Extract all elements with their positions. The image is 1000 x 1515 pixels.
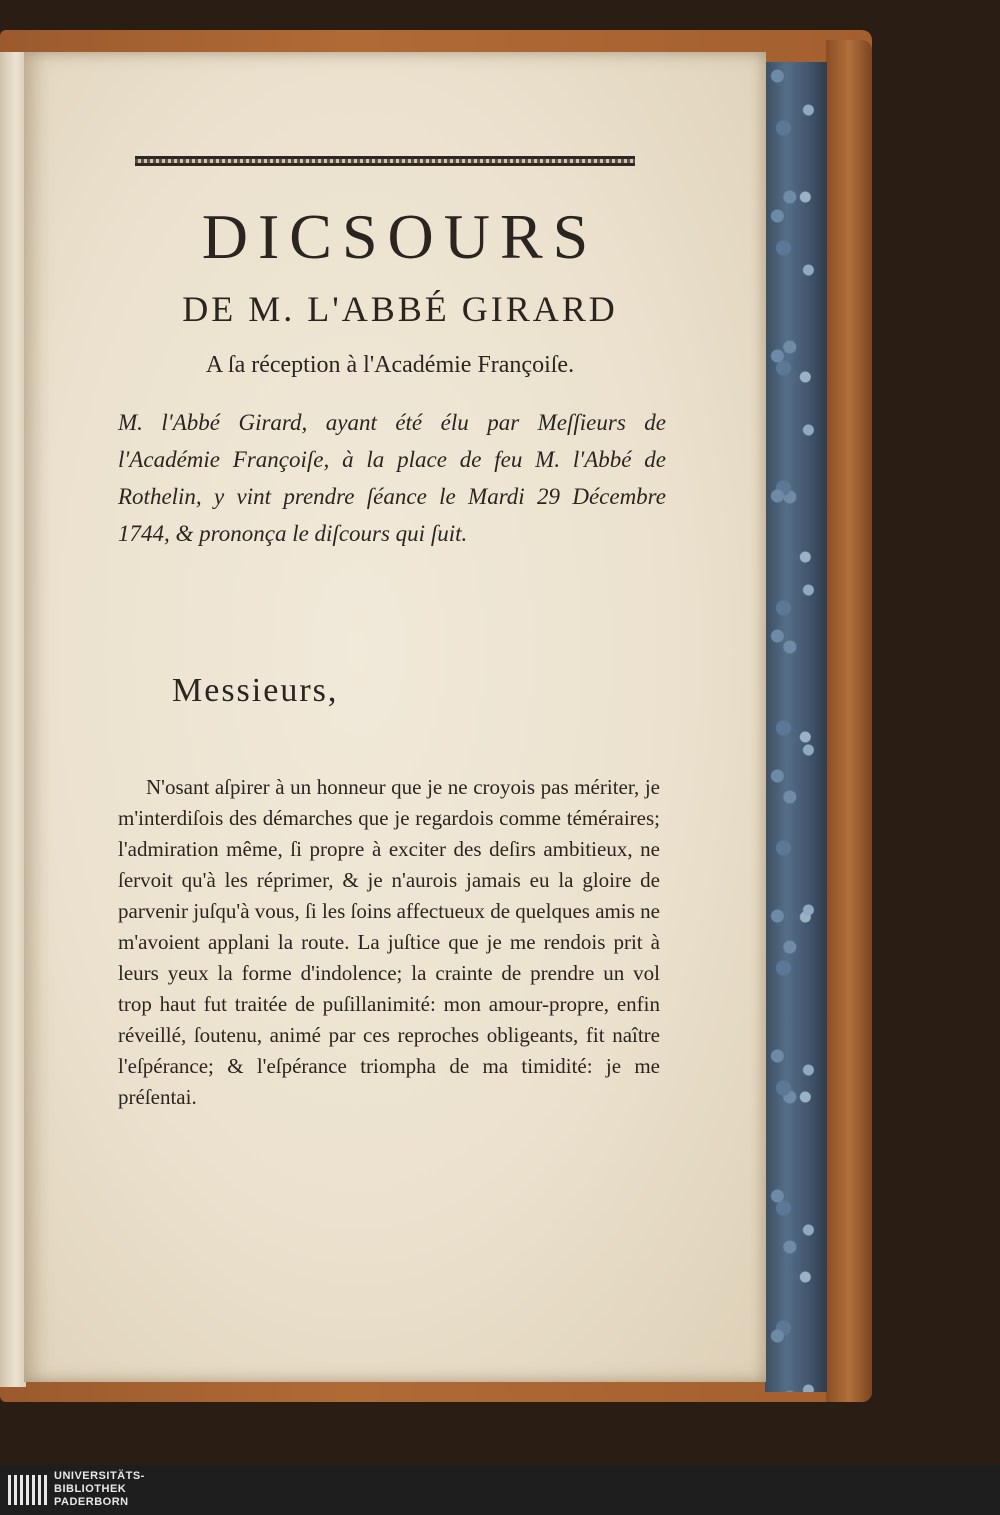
left-page-edge bbox=[0, 52, 26, 1387]
library-name-line2: BIBLIOTHEK bbox=[54, 1483, 127, 1495]
salutation: Messieurs, bbox=[172, 672, 339, 709]
body-paragraph: N'osant aſpirer à un honneur que je ne croyois pas mériter, je m'interdiſois des démarches que je regardois comme téméraires; l'admiration même, ſi propre à exciter des deſirs ambitieux, ne ſervoit qu'à les réprimer, & je n'aurois jamais eu la gloire de parvenir juſqu'à vous, ſi les ſoins affectueux de quelques amis ne m'avoient applani la route. La juſtice que je me rendois prit à leurs yeux la forme d'indolence; la crainte de prendre un vol trop haut fut traitée de puſillanimité: mon amour-propre, enfin réveillé, ſoutenu, animé par ces reproches obligeants, fit naître l'eſpérance; & l'eſpérance triompha de ma timidité: je me préſentai. bbox=[118, 775, 660, 1109]
reception-line: A ſa réception à l'Académie Françoiſe. bbox=[205, 352, 575, 378]
library-logo-icon bbox=[8, 1475, 48, 1505]
library-name bbox=[54, 1470, 145, 1509]
marbled-fore-edge bbox=[765, 62, 827, 1392]
library-name-line1: UNIVERSITÄTS- bbox=[54, 1470, 145, 1482]
page-title: DICSOURS bbox=[201, 201, 599, 272]
library-name-line3: PADERBORN bbox=[54, 1496, 129, 1508]
cover-edge bbox=[826, 40, 872, 1402]
library-footer bbox=[0, 1465, 1000, 1515]
page-subtitle: DE M. L'ABBÉ GIRARD bbox=[182, 289, 618, 329]
intro-paragraph: M. l'Abbé Girard, ayant été élu par Meſſieurs de l'Académie Françoiſe, à la place de feu M. l'Abbé de Rothelin, y vint prendre ſéance le Mardi 29 Décembre 1744, & prononça le diſcours qui ſuit. bbox=[118, 410, 666, 546]
ornamental-rule bbox=[135, 156, 635, 166]
